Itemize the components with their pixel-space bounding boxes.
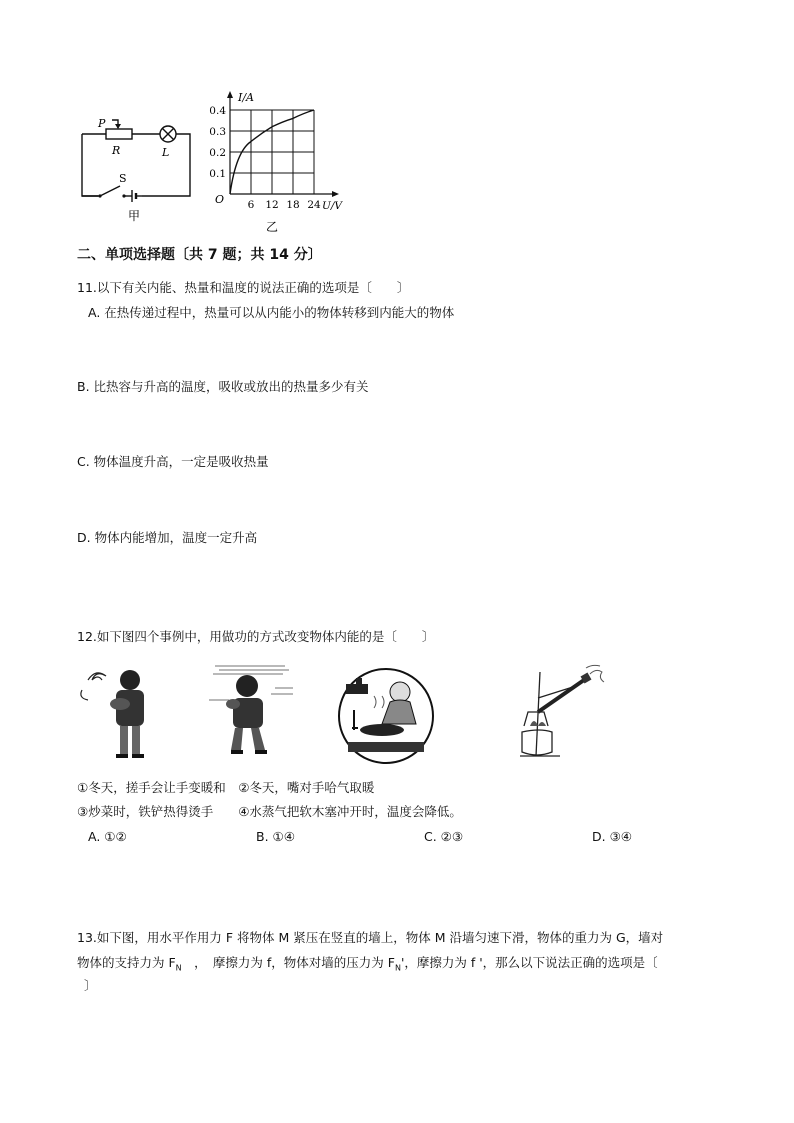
section-title: 二、单项选择题〔共 7 题；共 14 分〕 bbox=[77, 247, 322, 263]
iu-graph bbox=[200, 88, 350, 236]
q12-stem: 12.如下图四个事例中，用做功的方式改变物体内能的是〔 〕 bbox=[77, 629, 435, 644]
circuit-diagram bbox=[78, 112, 198, 230]
q11-option-c: C. 物体温度升高，一定是吸收热量 bbox=[77, 454, 269, 469]
q12-option-c: C. ②③ bbox=[424, 829, 464, 844]
q13-sub-n2: N bbox=[394, 963, 401, 973]
rubbing-hands-illustration bbox=[78, 660, 168, 764]
q13-line-2 bbox=[77, 953, 658, 978]
x-tick-label: 12 bbox=[265, 199, 279, 211]
y-tick-label: 0.1 bbox=[209, 168, 226, 180]
q11-stem: 11.以下有关内能、热量和温度的说法正确的选项是〔 〕 bbox=[77, 280, 410, 295]
x-tick-label: 24 bbox=[307, 199, 321, 211]
label-P: P bbox=[98, 117, 106, 130]
cooking-illustration bbox=[334, 666, 438, 766]
test-tube-illustration bbox=[498, 662, 608, 762]
caption-yi: 乙 bbox=[266, 220, 279, 234]
origin-label: O bbox=[215, 193, 225, 206]
q13-sub-n: N bbox=[175, 963, 182, 973]
breathing-hands-illustration bbox=[205, 660, 295, 764]
q13-line-3: 〕 bbox=[84, 978, 97, 993]
x-axis-label: U/V bbox=[322, 200, 342, 212]
q11-option-a: A. 在热传递过程中，热量可以从内能小的物体转移到内能大的物体 bbox=[88, 305, 455, 320]
q13-line-1: 13.如下图，用水平作用力 F 将物体 M 紧压在竖直的墙上，物体 M 沿墙匀速下滑，物体的重力为 G，墙对 bbox=[77, 930, 664, 945]
q11-option-d: D. 物体内能增加，温度一定升高 bbox=[77, 530, 258, 545]
y-axis-label: I/A bbox=[238, 91, 254, 104]
y-tick-label: 0.2 bbox=[209, 147, 226, 159]
x-tick-label: 6 bbox=[247, 199, 255, 211]
y-tick-label: 0.4 bbox=[209, 105, 226, 117]
q12-line-1: ①冬天，搓手会让手变暖和 ②冬天，嘴对手哈气取暖 bbox=[77, 780, 375, 795]
q12-option-d: D. ③④ bbox=[592, 829, 632, 844]
label-R: R bbox=[112, 144, 121, 157]
caption-jia: 甲 bbox=[128, 209, 141, 223]
x-tick-label: 18 bbox=[286, 199, 300, 211]
q13-line-2-rest: ， 摩擦力为 f，物体对墙的压力为 F bbox=[181, 955, 395, 970]
q12-line-2: ③炒菜时，铁铲热得烫手 ④水蒸气把软木塞冲开时，温度会降低。 bbox=[77, 804, 462, 819]
y-tick-label: 0.3 bbox=[209, 126, 226, 138]
q13-line-2-rest2: '，摩擦力为 f '，那么以下说法正确的选项是〔 bbox=[400, 955, 658, 970]
q12-option-b: B. ①④ bbox=[256, 829, 295, 844]
q11-option-b: B. 比热容与升高的温度，吸收或放出的热量多少有关 bbox=[77, 379, 369, 394]
q12-option-a: A. ①② bbox=[88, 829, 127, 844]
q13-line-2-text: 物体的支持力为 F bbox=[77, 955, 176, 970]
label-L: L bbox=[162, 146, 170, 159]
label-S: S bbox=[119, 172, 127, 185]
